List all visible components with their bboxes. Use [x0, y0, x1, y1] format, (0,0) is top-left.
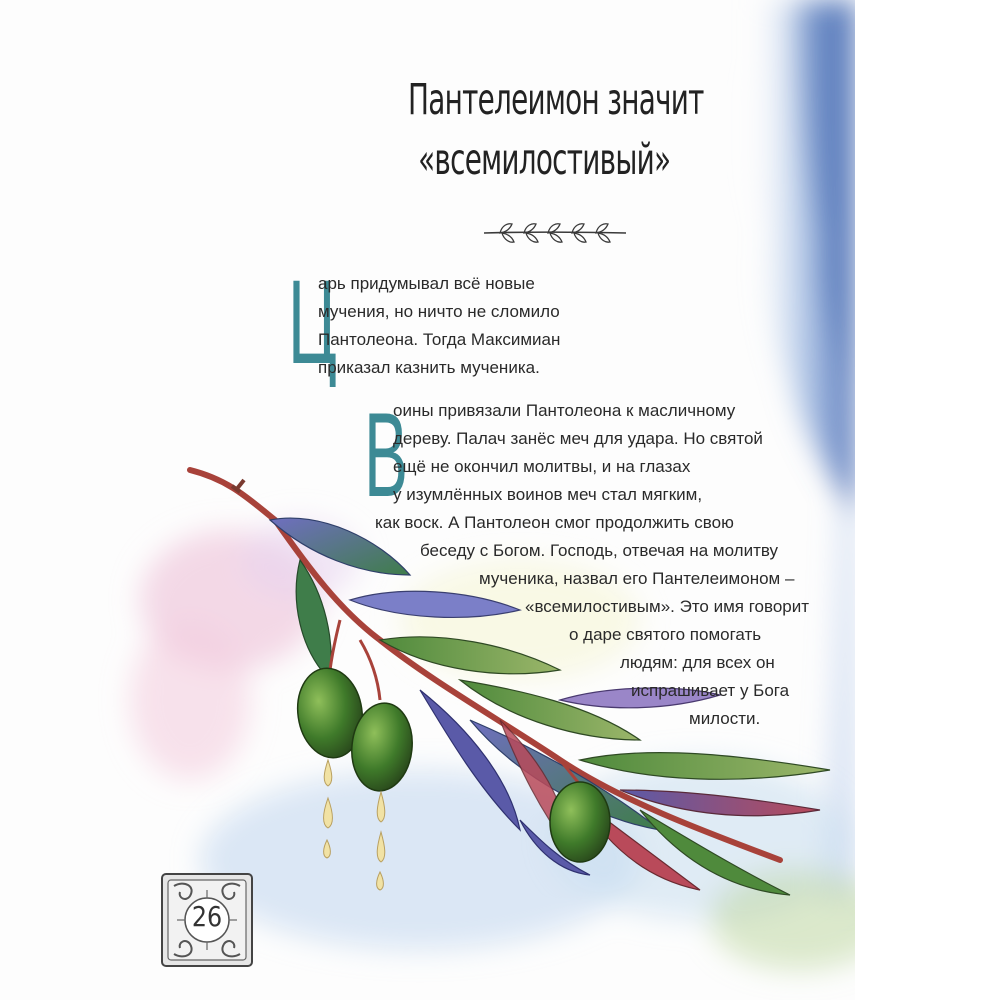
paragraph-2-line: людям: для всех он: [620, 653, 775, 672]
paragraph-2-line: оины привязали Пантолеона к масличному: [393, 401, 736, 420]
paragraph-2-line: о даре святого помогать: [569, 625, 762, 644]
paragraph-2-line: милости.: [689, 709, 761, 728]
paragraph-2-line: беседу с Богом. Господь, отвечая на молитву: [420, 541, 779, 560]
title-line-1: Пантелеимон значит: [408, 75, 704, 125]
paragraph-2-line: мученика, назвал его Пантелеимоном –: [479, 569, 795, 588]
page-number: 26: [191, 900, 223, 933]
paragraph-2-line: как воск. А Пантолеон смог продолжить свою: [375, 513, 734, 532]
paragraph-1-line: мучения, но ничто не сломило: [318, 302, 560, 321]
paragraph-1-line: арь придумывал всё новые: [318, 274, 535, 293]
right-margin: [855, 0, 1000, 1000]
paragraph-1-line: приказал казнить мученика.: [318, 358, 540, 377]
drop-cap-2: В: [364, 388, 409, 522]
paragraph-1-line: Пантолеона. Тогда Максимиан: [318, 330, 561, 349]
paragraph-2-line: дереву. Палач занёс меч для удара. Но святой: [393, 429, 763, 448]
title-line-2: «всемилостивый»: [418, 135, 671, 185]
drop-cap-1: Ц: [288, 255, 337, 389]
paragraph-2-line: испрашивает у Бога: [631, 681, 790, 700]
paragraph-2-line: «всемилостивым». Это имя говорит: [525, 597, 810, 616]
paragraph-2-line: ещё не окончил молитвы, и на глазах: [393, 457, 691, 476]
paragraph-2-line: у изумлённых воинов меч стал мягким,: [393, 485, 703, 504]
